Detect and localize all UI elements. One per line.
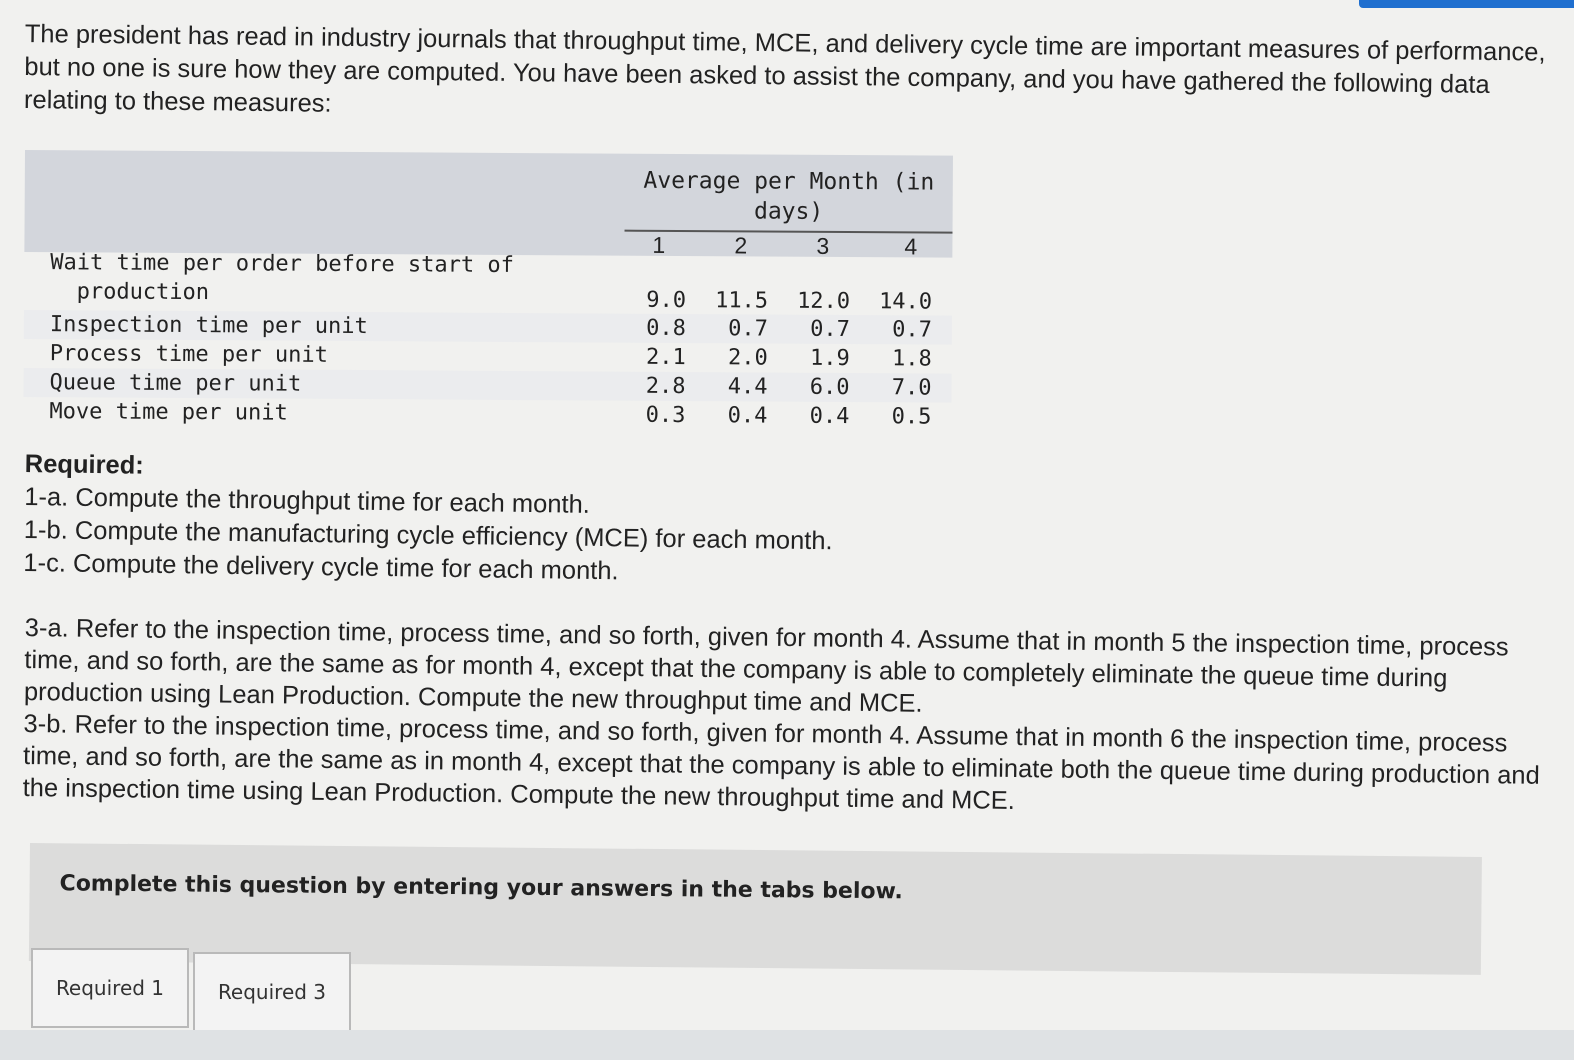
- data-table: [23, 150, 955, 446]
- cell-value: 11.5: [715, 288, 769, 314]
- cell-value: 7.0: [891, 375, 932, 401]
- cell-value: 0.7: [892, 317, 932, 343]
- tab-label: Required 1: [55, 976, 165, 1000]
- cell-value: 2.8: [645, 373, 686, 400]
- table-row-move-time: [23, 397, 951, 432]
- required-item-1a: 1-a. Compute the throughput time for each month.: [24, 482, 591, 519]
- cell-value: 9.0: [646, 287, 687, 314]
- cell-value: 12.0: [797, 288, 851, 315]
- cell-value: 0.8: [646, 315, 686, 342]
- requirement-3a: 3-a. Refer to the inspection time, process time, and so forth, given for month 4. Assume that in month 5 the inspection time, process time, and so forth, are the same as for month 4, except that the company is able to completely eliminate the queue time during production using Lean Production. Compute the new throughput time and MCE.: [23, 613, 1509, 718]
- tab-required-3[interactable]: [193, 952, 351, 1032]
- intro-paragraph: The president has read in industry journals that throughput time, MCE, and delivery cycle time are important measures of performance, but no one is sure how they are computed. You have been asked to assist the company, and you have gathered the following data relating to these measures:: [23, 19, 1546, 118]
- instruction-text: Complete this question by entering your answers in the tabs below.: [59, 871, 903, 905]
- cell-value: 4.4: [727, 374, 768, 400]
- row-label: Queue time per unit: [49, 370, 302, 397]
- requirement-3b: 3-b. Refer to the inspection time, process time, and so forth, given for month 4. Assume that in month 6 the inspection time, process time, and so forth, are the same as in month 4, except that the company is able to eliminate both the queue time during production and the inspection time using Lean Production. Compute the new throughput time and MCE.: [22, 709, 1540, 815]
- tab-label: Required 3: [217, 980, 327, 1004]
- required-section: [23, 448, 1025, 594]
- top-accent-bar: [1359, 0, 1574, 8]
- cell-value: 6.0: [809, 374, 850, 401]
- cell-value: 0.5: [891, 404, 932, 430]
- row-label: Process time per unit: [49, 341, 328, 368]
- table-header: [24, 150, 953, 258]
- cell-value: 1.8: [891, 346, 932, 372]
- required-heading: Required:: [24, 449, 144, 480]
- required-item-1b: 1-b. Compute the manufacturing cycle efficiency (MCE) for each month.: [23, 515, 833, 556]
- tab-required-1[interactable]: [31, 948, 189, 1028]
- table-header-title: Average per Month (in days): [643, 167, 935, 225]
- month-4-label: 4: [904, 233, 918, 260]
- cell-value: 0.4: [727, 403, 768, 429]
- row-label: Inspection time per unit: [49, 312, 368, 340]
- cell-value: 2.0: [727, 345, 768, 371]
- part-3-section: [22, 612, 1559, 824]
- required-item-1c: 1-c. Compute the delivery cycle time for each month.: [23, 548, 619, 586]
- month-2-label: 2: [734, 232, 748, 259]
- month-3-label: 3: [816, 232, 830, 259]
- bottom-panel-edge: [0, 1030, 1574, 1060]
- row-label: Wait time per order before start of production: [50, 250, 514, 306]
- row-label: Move time per unit: [49, 399, 288, 426]
- cell-value: 0.7: [810, 316, 850, 343]
- cell-value: 14.0: [879, 289, 933, 315]
- cell-value: 0.4: [809, 403, 850, 430]
- table-row-wait-time: [24, 246, 952, 314]
- cell-value: 0.7: [728, 316, 768, 342]
- cell-value: 1.9: [809, 345, 850, 372]
- cell-value: 0.3: [645, 402, 686, 429]
- cell-value: 2.1: [645, 344, 686, 371]
- month-1-label: 1: [652, 231, 666, 258]
